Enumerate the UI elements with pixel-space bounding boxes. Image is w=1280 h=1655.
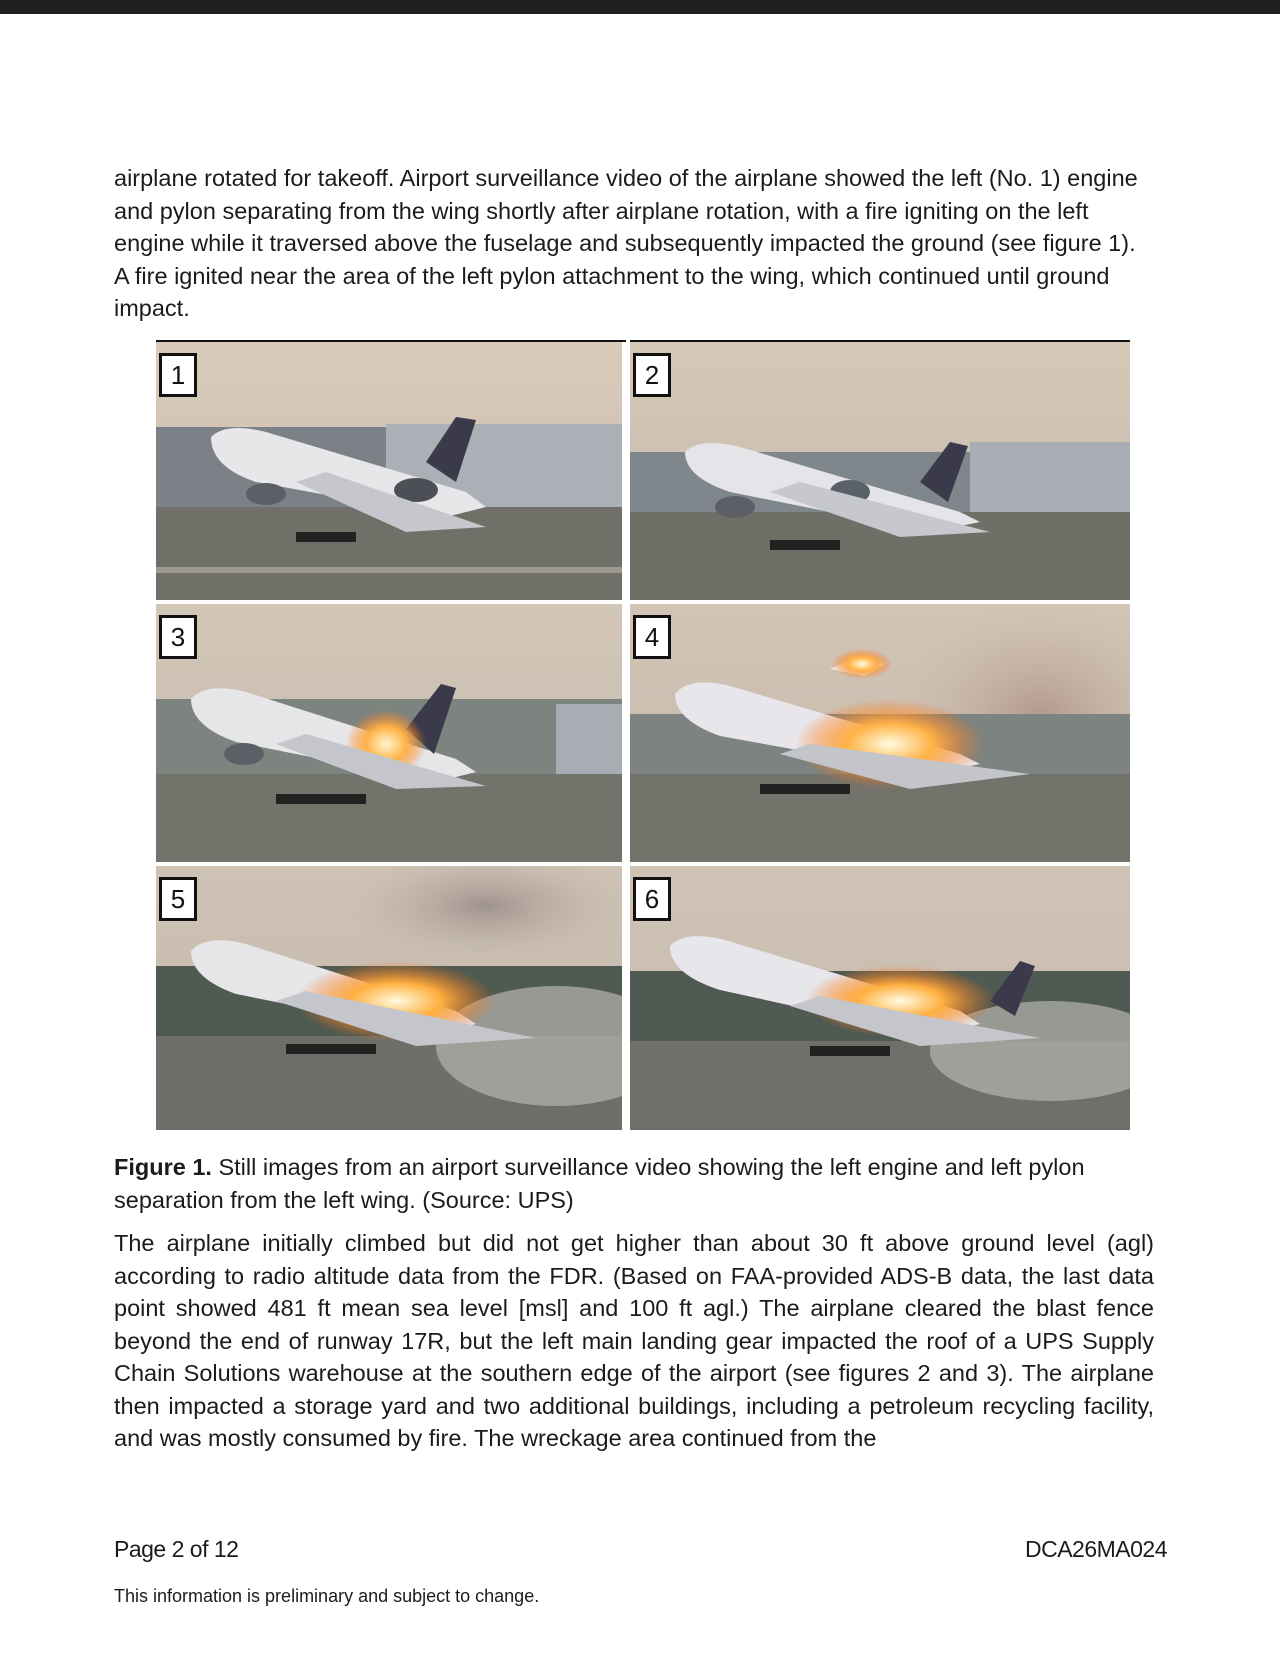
paragraph-2: The airplane initially climbed but did not get higher than about 30 ft above ground level (agl) according to radio altitude data from the FDR. (Based on FAA-provided ADS-B data, the last data point showed 481 ft mean sea level [msl] and 100 ft agl.) The airplane cleared the blast fence beyond the end of runway 17R, but the left main landing gear impacted the roof of a UPS Supply Chain Solutions warehouse at the southern edge of the airport (see figures 2 and 3). The airplane then impacted a storage yard and two additional buildings, including a petroleum recycling facility, and was mostly consumed by fire. The wreckage area continued from the	[114, 1230, 1154, 1451]
panel-number-6: 6	[633, 877, 671, 921]
paragraph-1: airplane rotated for takeoff. Airport surveillance video of the airplane showed the left (No. 1) engine and pylon separating from the wing shortly after airplane rotation, with a fire igniting on the left engine while it traversed above the fuselage and subsequently impacted the ground (see figure 1). A fire ignited near the area of the left pylon attachment to the wing, which continued until ground impact.	[114, 165, 1138, 321]
panel-number-4: 4	[633, 615, 671, 659]
panel-4-image	[630, 604, 1130, 862]
page-number: Page 2 of 12	[114, 1536, 239, 1562]
figure-caption	[114, 1151, 1154, 1217]
panel-2-image	[630, 342, 1130, 600]
figure-panel-4	[630, 604, 1130, 862]
panel-5-image	[156, 866, 622, 1130]
disclaimer: This information is preliminary and subject to change.	[114, 1586, 540, 1606]
document-id: DCA26MA024	[1024, 1536, 1167, 1562]
figure-caption-text: Still images from an airport surveillance video showing the left engine and left pylon separation from the left wing. (Source: UPS)	[114, 1154, 1085, 1213]
panel-6-image	[630, 866, 1130, 1130]
figure-label: Figure 1.	[114, 1154, 212, 1180]
panel-3-image	[156, 604, 622, 862]
top-bar	[0, 0, 1280, 14]
panel-number-5: 5	[159, 877, 197, 921]
panel-1-image	[156, 342, 622, 600]
panel-number-3: 3	[159, 615, 197, 659]
figure-1	[156, 340, 1130, 1130]
figure-panel-6	[630, 866, 1130, 1130]
figure-panel-3	[156, 604, 622, 862]
panel-number-2: 2	[633, 353, 671, 397]
scrollbar-track[interactable]	[1258, 14, 1280, 1655]
figure-panel-2	[630, 342, 1130, 600]
figure-panel-1	[156, 342, 622, 600]
figure-panel-5	[156, 866, 622, 1130]
panel-number-1: 1	[159, 353, 197, 397]
